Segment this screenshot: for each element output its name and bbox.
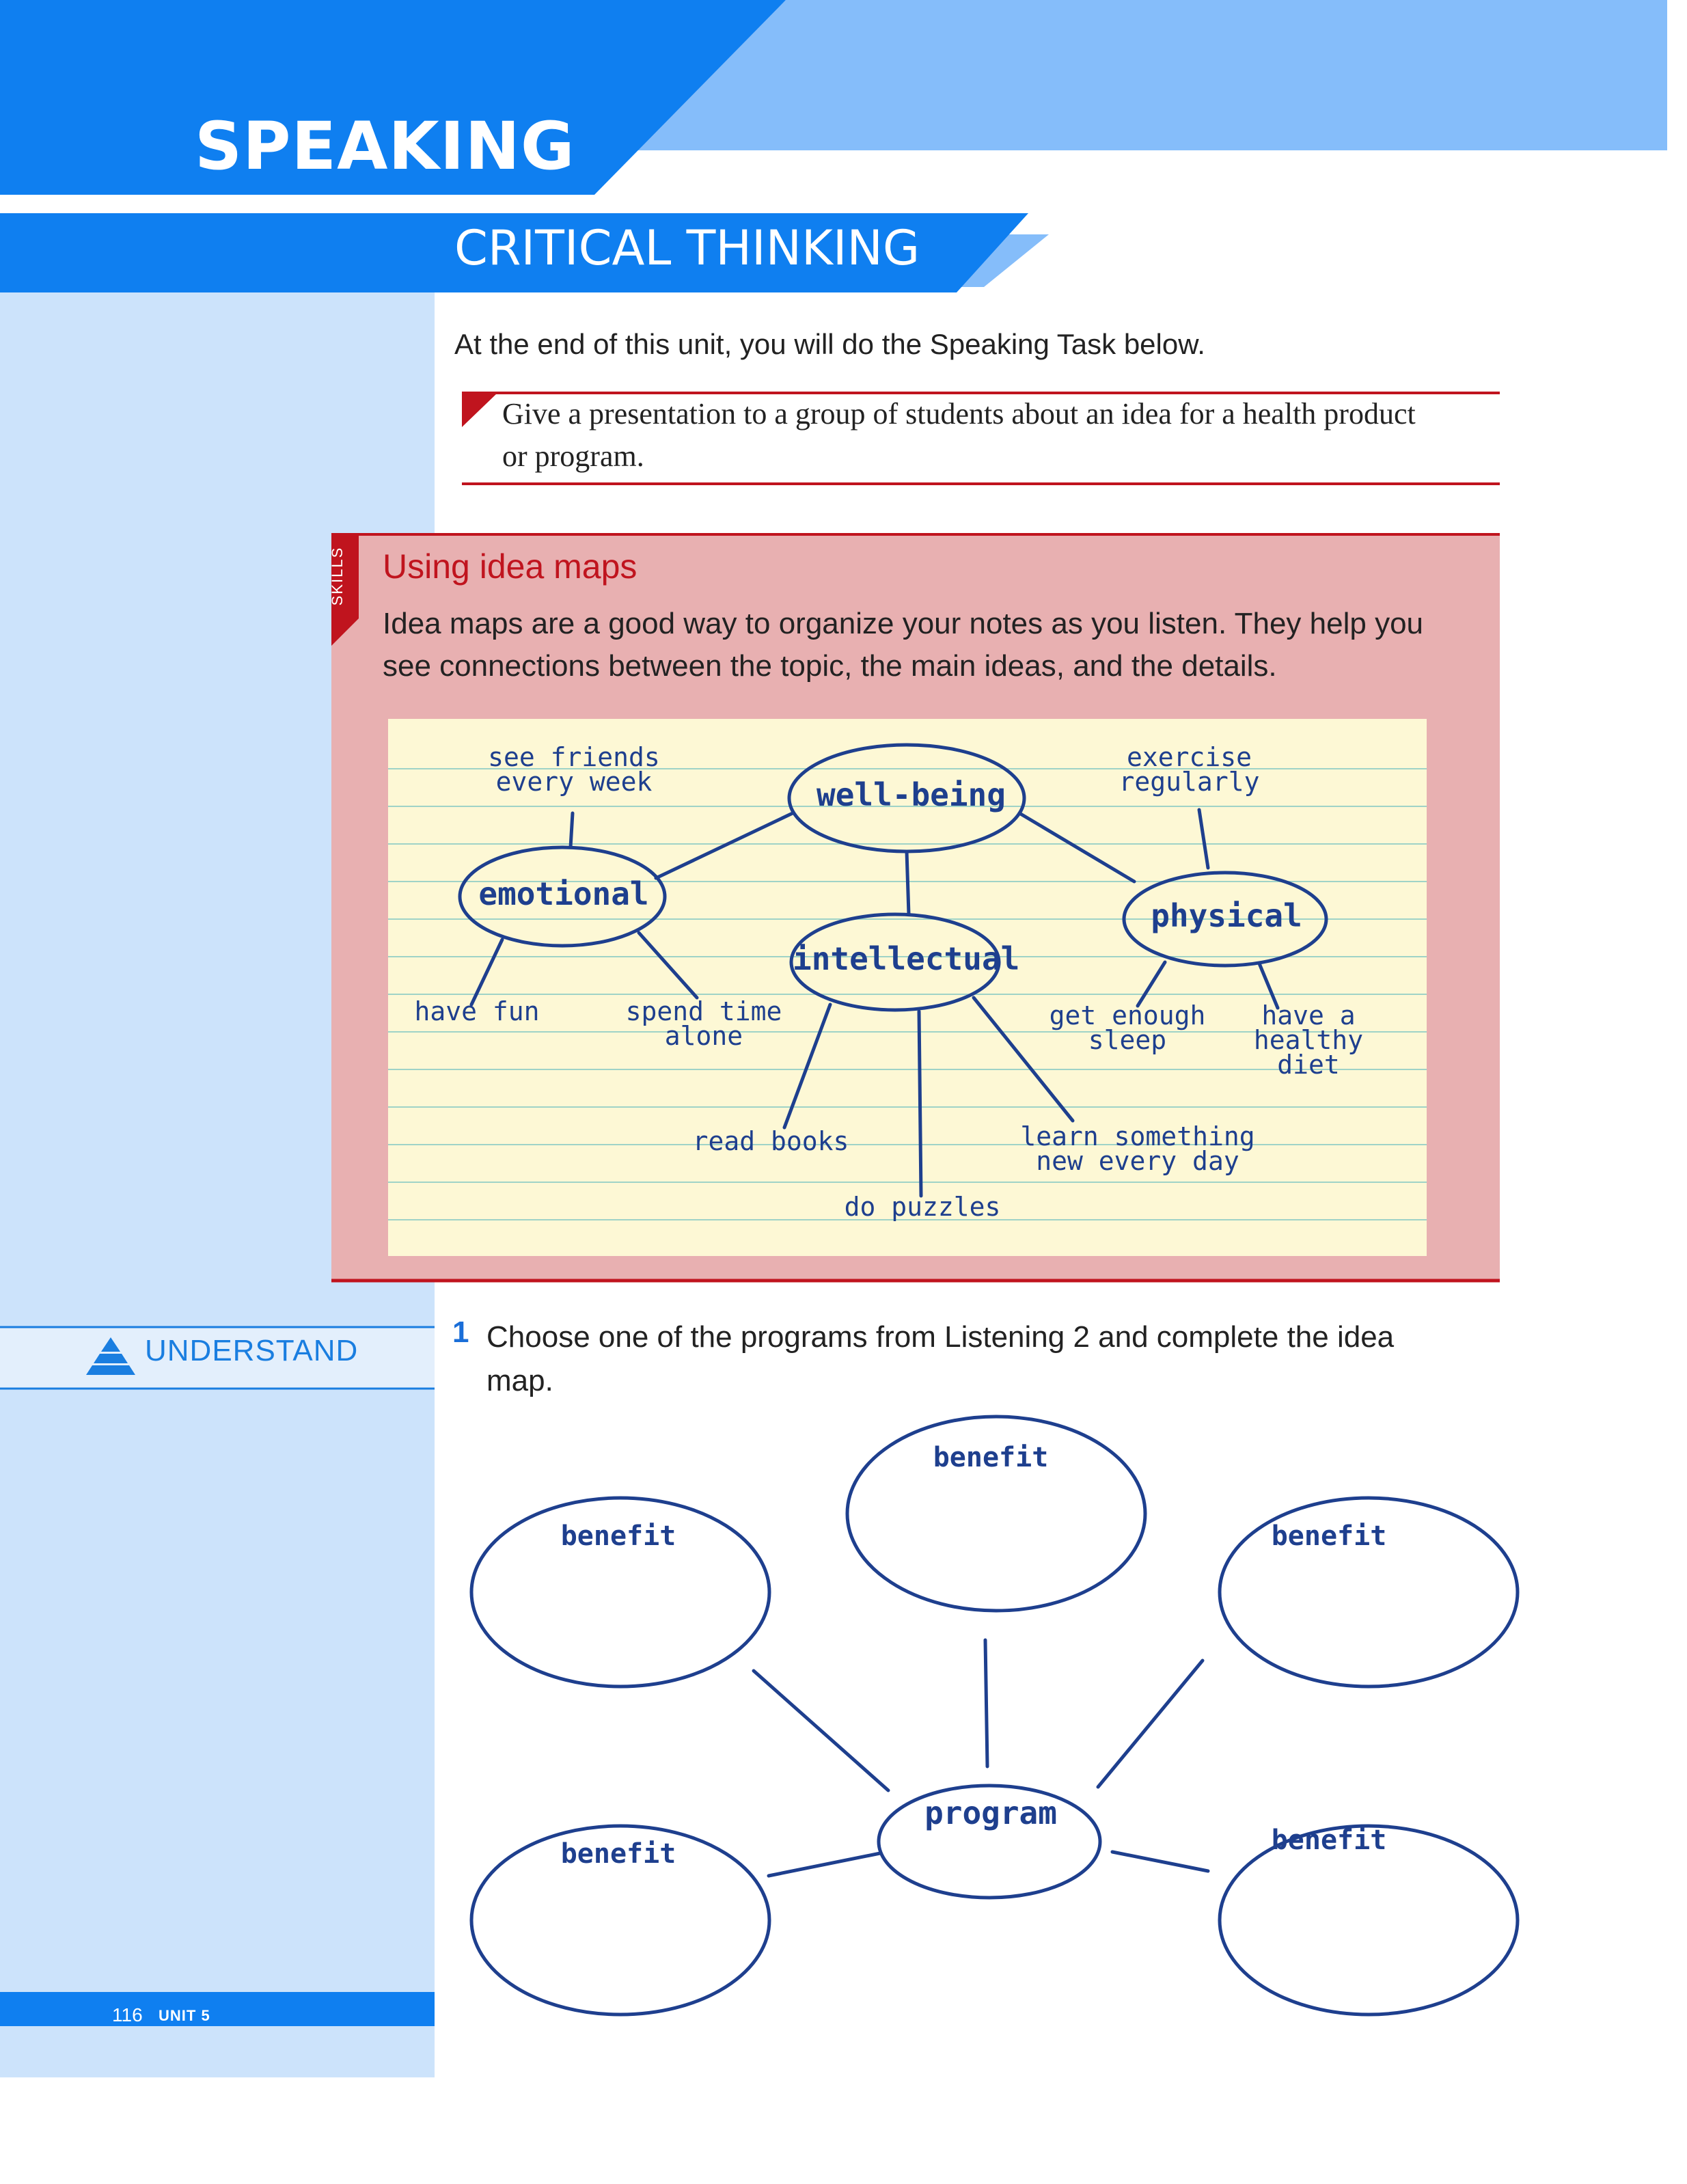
map-detail: have fun <box>414 996 540 1026</box>
speaking-task: Give a presentation to a group of students about an idea for a health product or program. <box>502 397 1416 473</box>
program-label[interactable]: program <box>924 1794 1057 1831</box>
map-detail: get enough sleep <box>1049 1000 1206 1055</box>
map-detail: see friends every week <box>488 742 660 797</box>
exercise-instruction: Choose one of the programs from Listening 2 and complete the idea map. <box>486 1320 1395 1397</box>
page-number: 116 <box>112 2004 143 2025</box>
map-branch-label-physical: physical <box>1151 897 1302 934</box>
map-center-label: well-being <box>817 776 1006 813</box>
map-branch-label-intellectual: intellectual <box>793 940 1020 977</box>
map-branch-label-emotional: emotional <box>478 875 649 912</box>
benefit-label[interactable]: benefit <box>1271 1825 1387 1856</box>
map-detail: exercise regularly <box>1119 742 1260 797</box>
understand-label: UNDERSTAND <box>145 1334 359 1367</box>
map-detail: do puzzles <box>844 1192 1001 1222</box>
map-detail: learn something new every day <box>1020 1121 1255 1176</box>
map-detail: read books <box>692 1126 849 1156</box>
subsection-title: CRITICAL THINKING <box>454 220 920 276</box>
unit-label: UNIT 5 <box>159 2007 210 2024</box>
benefit-label[interactable]: benefit <box>560 1520 676 1552</box>
exercise-number: 1 <box>452 1315 469 1349</box>
benefit-label[interactable]: benefit <box>933 1442 1049 1473</box>
map-detail: spend time alone <box>625 996 782 1051</box>
skills-text: Idea maps are a good way to organize your notes as you listen. They help you see connections between the topic, the main ideas, and the details. <box>383 607 1424 683</box>
skills-tab-label: SKILLS <box>329 546 346 606</box>
skills-title: Using idea maps <box>383 547 637 586</box>
task-marker <box>462 393 497 427</box>
benefit-label[interactable]: benefit <box>560 1838 676 1870</box>
intro-text: At the end of this unit, you will do the Speaking Task below. <box>454 328 1205 360</box>
benefit-label[interactable]: benefit <box>1271 1520 1387 1552</box>
idea-map-exercise <box>471 1417 1518 2015</box>
footer-bar <box>0 1992 435 2026</box>
section-title: SPEAKING <box>195 108 575 185</box>
map-detail: have a healthy diet <box>1253 1000 1364 1080</box>
header-light-band <box>629 0 1667 150</box>
